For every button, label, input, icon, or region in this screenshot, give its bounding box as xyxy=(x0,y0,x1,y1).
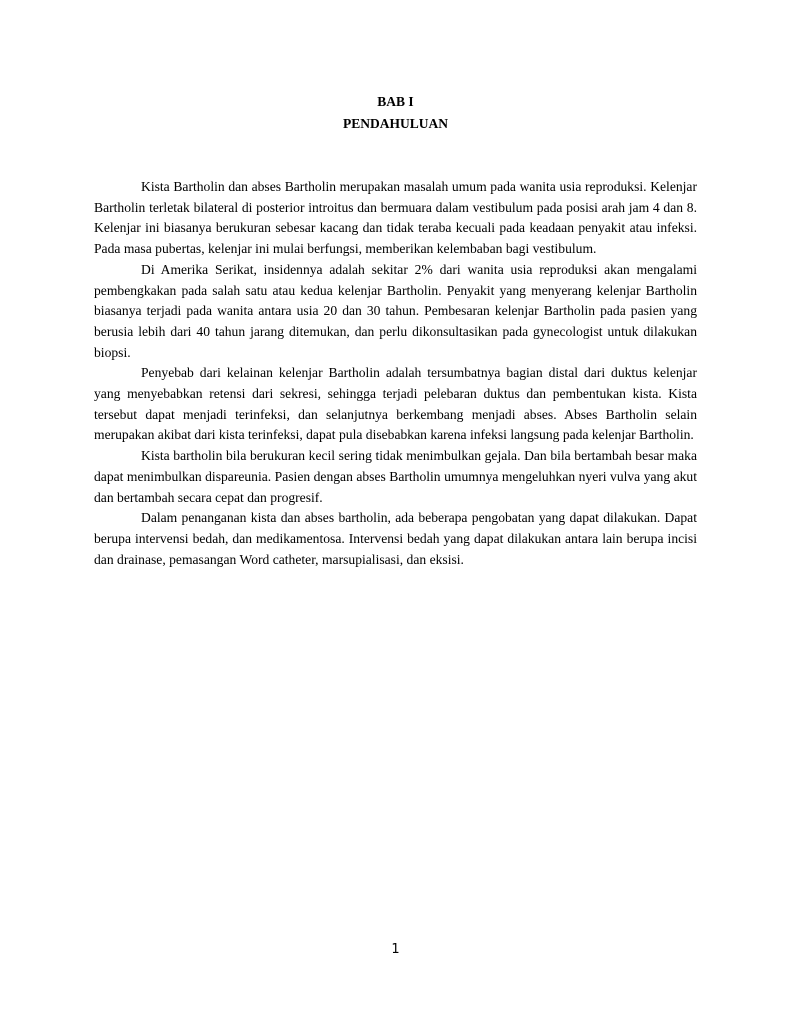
chapter-title: PENDAHULUAN xyxy=(342,116,448,131)
paragraph-3: Penyebab dari kelainan kelenjar Bartholin adalah tersumbatnya bagian distal dari duktus kelenjar yang menyebabkan retensi dari sekresi, sehingga terjadi pelebaran duktus dan pembentukan kista. Kista tersebut dapat menjadi terinfeksi, dan selanjutnya berkembang menjadi abses. Abses Bartholin selain merupakan akibat dari kista terinfeksi, dapat pula disebabkan karena infeksi langsung pada kelenjar Bartholin. xyxy=(94,365,697,443)
paragraph-5: Dalam penanganan kista dan abses bartholin, ada beberapa pengobatan yang dapat dilakukan. Dapat berupa intervensi bedah, dan medikamentosa. Intervensi bedah yang dapat dilakukan antara lain berupa incisi dan drainase, pemasangan Word catheter, marsupialisasi, dan eksisi. xyxy=(94,510,697,567)
chapter-label: BAB I xyxy=(377,94,414,109)
paragraph-4: Kista bartholin bila berukuran kecil sering tidak menimbulkan gejala. Dan bila bertambah besar maka dapat menimbulkan dispareunia. Pasien dengan abses Bartholin umumnya mengeluhkan nyeri vulva yang akut dan bertambah secara cepat dan progresif. xyxy=(94,448,697,505)
page-number: 1 xyxy=(391,942,400,957)
paragraph-1: Kista Bartholin dan abses Bartholin merupakan masalah umum pada wanita usia reproduksi. Kelenjar Bartholin terletak bilateral di posterior introitus dan bermuara dalam vestibulum pada posisi arah jam 4 dan 8. Kelenjar ini biasanya berukuran sebesar kacang dan tidak teraba kecuali pada keadaan penyakit atau infeksi. Pada masa pubertas, kelenjar ini mulai berfungsi, memberikan kelembaban bagi vestibulum. xyxy=(94,179,697,257)
paragraph-2: Di Amerika Serikat, insidennya adalah sekitar 2% dari wanita usia reproduksi akan mengalami pembengkakan pada salah satu atau kedua kelenjar Bartholin. Penyakit yang menyerang kelenjar Bartholin biasanya terjadi pada wanita antara usia 20 dan 30 tahun. Pembesaran kelenjar Bartholin pada pasien yang berusia lebih dari 40 tahun jarang ditemukan, dan perlu dikonsultasikan pada gynecologist untuk dilakukan biopsi. xyxy=(94,261,697,360)
body-text xyxy=(94,177,697,570)
